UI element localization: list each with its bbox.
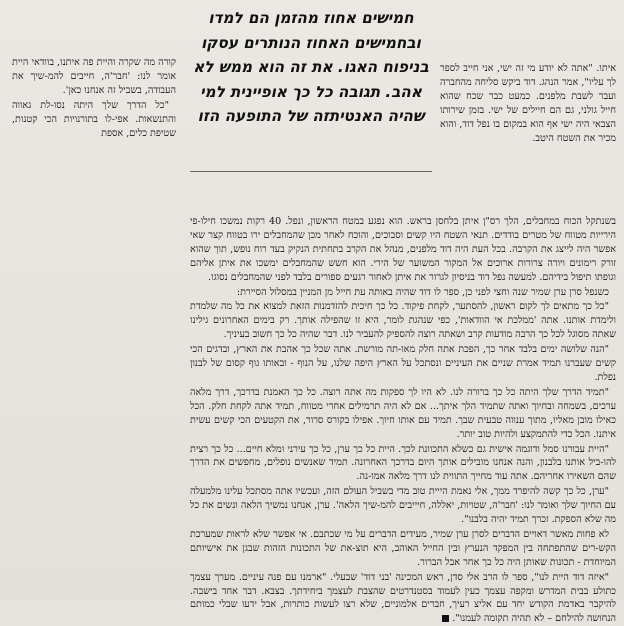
paragraph: "הנה שלושה ימים בלבד אחר כך, הפכת אתה חלק מאו-תה מורשת. אתה שכל כך אהבת את הארץ, ובדגים הכי קשים שעברנו תמיד אמרת שניים את העיניים ונסתכל על הארץ היפה שלנו, על הנוף - ובאותו גוף קסום של לבנון נפלת. bbox=[190, 344, 616, 383]
article-column-right bbox=[440, 62, 616, 212]
article-column-main bbox=[190, 215, 616, 625]
paragraph: איתו. "אתה לא יודע מי זה ישי, אני חייב לספר לך עליו", אמר הנהג. דוד ביקש סליחה מהחברה ועבר לשבת מלפנים. כמעט כבר שכח שהוא חייל גולני, גם הם חיילים של ישי. בזמן שירותו הצבאי היה ישי אף הוא במקום בו נפל דוד, והוא מכיר את השטח היטב. bbox=[440, 63, 616, 144]
paragraph: "תמיד הדרך שלך היתה כל כך ברורה לנו. לא היו לך ספקות מה אתה רוצה. כל כך האמנת בדרכך, דרך מלאה ערכים, בשמחה ובחיוך ואתה שתמיד הלך איתך... אם לא היה תרמילים אחרי מטווח, תמיד אתה לקחת חלק. הכל כאילו מובן מאליו, מתוך ענווה טבעית שבך. תמיד עם אותו חיוך. אפילו בקורס סרור, את הקטעים הכי קשים עשית איתנו. הכל כדי להתמקצע ולהיות טוב יותר. bbox=[190, 386, 616, 440]
pull-quote-divider bbox=[190, 171, 432, 172]
paragraph-text: "איזה דוד היית לנו", ספר לו הרב אלי סדן, ראש המכינה 'בני דוד' שבעלי. "ארמנו עם פנה עיניים. מערך עצמך כתולע בבית המדרש ומקפה עצמך כעין לעמוד בסטנדרטים שהצבת לעצמך ביחידתך. בצבא. דבר אחד בישבה. להיקבר באדמת הקודש יחד עם אליצ רעיך, חברים אלמוניים, שלא רצו לעשות כותרות, אבל ידעו שבלי כמותם הנחושה להילחם – לא תהיה תקומה לעמנו". bbox=[190, 571, 616, 625]
article-column-left bbox=[12, 56, 176, 596]
end-of-article-mark bbox=[442, 615, 449, 622]
paragraph: כשנפל סרן ערן שמיר שנה וחצי לפני כן, ספר לו דוד שהיה באותה עת חייל מן המניין במסלול הסיירת: bbox=[236, 286, 609, 298]
paragraph: קורה מה שקרה והיית פה איתנו, בוודאי היית אומר לנו: 'חבר'ה, חייבים להמ-שיך את העבודה, בשביל זה אנחנו כאן'. bbox=[12, 57, 176, 96]
paragraph: "ערן, כל כך קשה להיפרד ממך, אלי נאמת הייית טוב מדי בשביל העולם הזה, ועכשיו אתה מסתכל עלינו מלמעלה עם החיוך שלך ואומר לנו: 'חבר'ה, שטויות, יאללה, חיייבים להמ-שיך הלאה'. ערן, אנחנו נמשיך הלאה ונשים את כל מה שלא הספקת. זכרך תמיד יהיה בלבנו". bbox=[190, 486, 616, 526]
paragraph: "כל הדרך שלך היתה נסו-לת גאווה והתנשאות. אפי-לו בתורנויות הכי קטנות, שטיפת כלים, אספת bbox=[12, 99, 176, 139]
paragraph: לא פחות מאשר דאויים הדברים לסרן ערן שמיר, מעידים הדברים על מי שכתבם. אי אפשר שלא לראות שמערכת הקש-רים שהתפתחה בין המפקד הנערץ ובין החייל האוהב, היא תוצ-את של התכונות הזהות שבגן את אישיותם המיוחדת - תכונות שאותן היה כל כך אחר אבל הברור. bbox=[190, 528, 616, 568]
paragraph-last bbox=[190, 571, 616, 626]
paragraph: "היית עבורנו סמל ודוגמה אישית גם כשלא התכוונת לכך. היית כל כך ערן, כל כך עירני ומלא חיים... כל כך רצית להו-ביל אותנו בלבנון, והנה אנחנו מובילים אותך היום בדרכך האחרונה. תמיד שאנשים נופלים, מחפשים את הדרך שהם השאירו אחריהם. אתה עוד מחייך התווית לנו דרך מלאה אמו-נה. bbox=[190, 443, 616, 483]
pull-quote: חמישים אחוז מהזמן הם למדו ובחמישים האחוז הנותרים עסקו בניפוח האגו. את זה הוא ממש לא אהב. תגובה כל כך אופיינית למי שהיה האנטיתזה של התופעה הזו bbox=[193, 9, 429, 125]
paragraph: בשנתקל הכוח במחבלים, הלך רס"ן איתן בלחסן בראש. הוא נפגע במטח הראשון, ונפל. 40 רקות נמשכו חילו-פי הירייות מטווח של מטרים בודדים. תנאי השטח היו קשים וסבוכים, והוכח לאחר מכן שהמחבלים ירו בטווח קצר שאי אפשר היה לייצג את הקרבה. בכל העת היה דוד מלפנים, מנהל את הקרב בתחתית הנקיק בעד רוח נופש, תוך שהוא זורק רימונים ויורה צרורות ארוכים אל המקור המשוער של הירי. הוא חשש שהמחבלים ימשכו את איתן אליהם וגופתו תיפול בידיהם. למעשה נפל דוד בניסיון לגרור את איתן לאחור רגעים ספורים בלבד לפני שהמחבלים נסוגו. bbox=[190, 216, 616, 283]
paragraph: "כל כך מתאים לך לקום ראשון, להסתער, לקחת פיקוד. כל כך חיכית להזדמנות הזאת למצוא את כל מה שלמדת ולימדת אותנו. אתה 'ממלכת אי הוודאות', כפי שנהגת לומר, היא זו שהפילה אותך. רק בימים האחרונים גילינו שאתה מסוגל לכל כך הרבה מודעות קרב ושאתה רוצה להספיק להעביר לנו. דבר שהיה כל כך חשוב בעיניך. bbox=[190, 301, 616, 341]
